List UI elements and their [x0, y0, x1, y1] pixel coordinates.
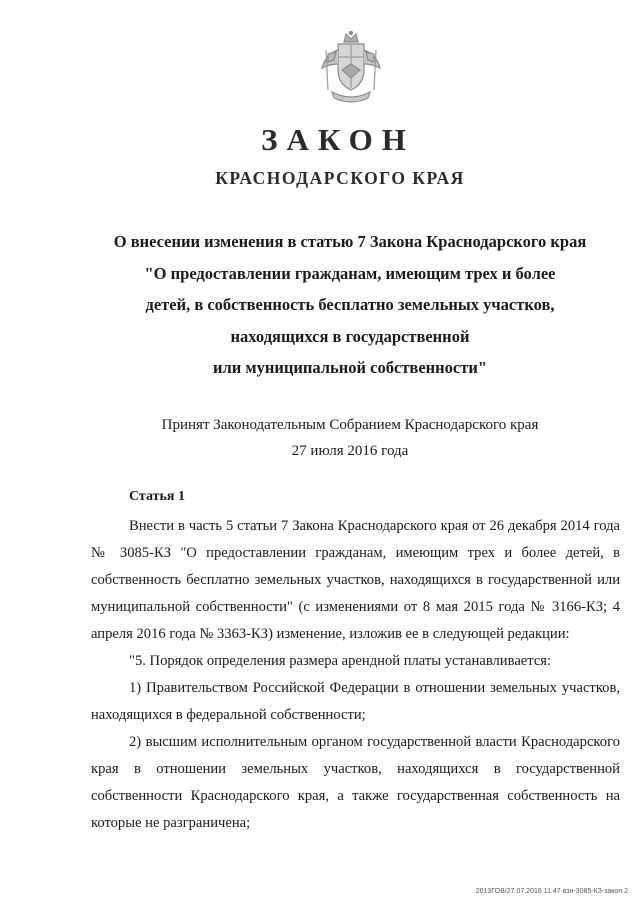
- law-name: [60, 226, 640, 384]
- article-paragraph: "5. Порядок определения размера арендной платы устанавливается:: [129, 653, 552, 669]
- law-name-line: находящихся в государственной: [230, 326, 470, 346]
- law-name-line: детей, в собственность бесплатно земельных участков,: [145, 295, 555, 314]
- article-heading: Статья 1: [129, 489, 185, 504]
- document-subtitle: КРАСНОДАРСКОГО КРАЯ: [215, 168, 465, 188]
- coat-of-arms-icon: [318, 30, 384, 106]
- law-name-line: "О предоставлении гражданам, имеющим трех и более: [144, 263, 556, 283]
- article-paragraph: 2) высшим исполнительным органом государственной власти Краснодарского края в отношении земельных участков, находящихся в государственной собственности Краснодарского края, а также государственная собственность на которые не разграничена;: [91, 734, 620, 831]
- law-name-line: О внесении изменения в статью 7 Закона Краснодарского края: [113, 232, 587, 251]
- document-title: ЗАКОН: [261, 122, 415, 157]
- article-paragraph: 1) Правительством Российской Федерации в отношении земельных участков, находящихся в федеральной собственности;: [91, 680, 620, 723]
- article-paragraph: Внести в часть 5 статьи 7 Закона Краснодарского края от 26 декабря 2014 года № 3085-КЗ "О предоставлении гражданам, имеющим трех и более детей, в собственность бесплатно земельных участков, находящихся в государственной или муниципальной собственности" (с изменениями от 8 мая 2015 года № 3166-КЗ; 4 апреля 2016 года № 3363-КЗ) изменение, изложив ее в следующей редакции:: [91, 518, 620, 642]
- adoption-note: [60, 412, 640, 464]
- adoption-line: Принят Законодательным Собранием Краснодарского края: [161, 417, 539, 433]
- adoption-date: 27 июля 2016 года: [291, 443, 409, 459]
- document-footer-code: 2013ГОВ/27.07.2016 11:47 взн-3085-КЗ-закон 2: [475, 888, 628, 895]
- law-name-line: или муниципальной собственности": [212, 358, 488, 377]
- article-body: [91, 483, 620, 837]
